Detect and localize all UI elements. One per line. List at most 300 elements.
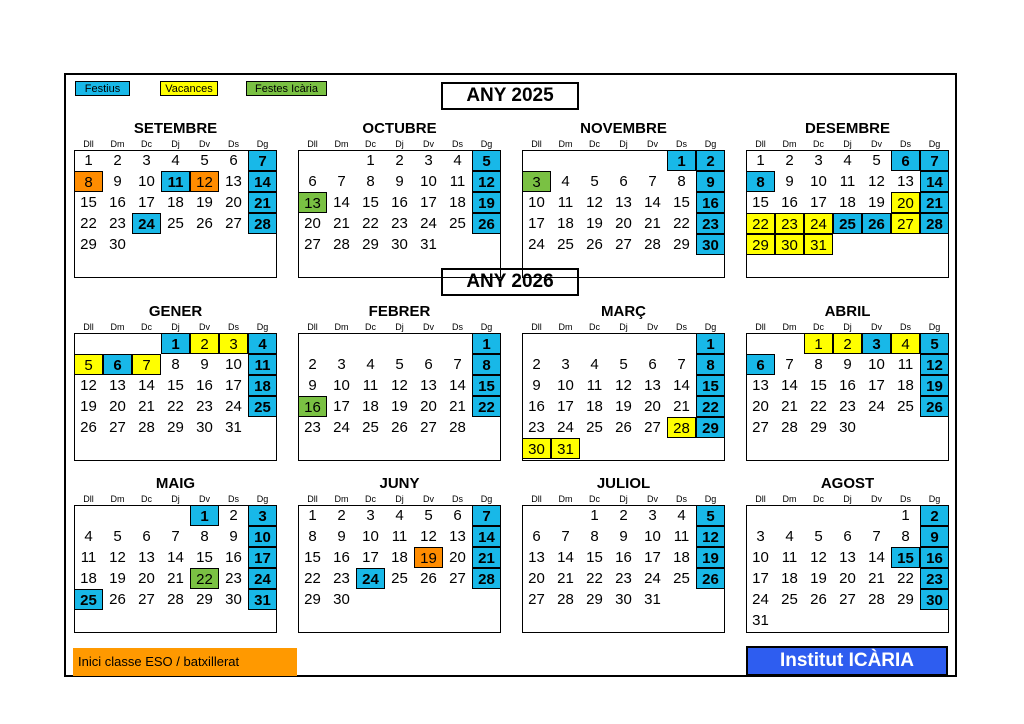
day-cell: 31 [752,612,769,629]
day-cell: 20 [225,194,242,211]
start-classes-note: Inici classe ESO / batxillerat [73,648,297,676]
day-cell: 30 [333,591,350,608]
day-cell: 28 [920,213,949,234]
weekday-header [746,493,949,505]
day-cell: 4 [677,507,686,524]
day-cell: 23 [528,419,545,436]
day-cell: 10 [138,173,155,190]
day-cell: 19 [109,570,126,587]
day-cell: 31 [248,589,277,610]
weekday-header [746,321,949,333]
day-cell: 7 [453,356,462,373]
day-cell: 21 [449,398,466,415]
day-cell: 18 [167,194,184,211]
day-cell: 8 [74,171,103,192]
day-cell: 23 [391,215,408,232]
day-cell: 16 [920,547,949,568]
day-cell: 27 [615,236,632,253]
day-cell: 12 [420,528,437,545]
day-cell: 18 [839,194,856,211]
day-cell: 12 [391,377,408,394]
day-cell: 2 [113,152,122,169]
day-cell: 27 [752,419,769,436]
month-grid [522,333,725,461]
weekday-label: Dv [423,322,434,332]
day-cell: 20 [528,570,545,587]
day-cell: 20 [615,215,632,232]
weekday-label: Dc [813,139,824,149]
month-grid [522,150,725,278]
day-cell: 5 [472,150,501,171]
weekday-label: Dv [647,494,658,504]
day-cell: 2 [833,333,862,354]
day-cell: 15 [891,547,920,568]
day-cell: 22 [673,215,690,232]
day-cell: 30 [775,234,804,255]
weekday-label: Dm [782,494,797,504]
day-cell: 26 [80,419,97,436]
weekday-label: Ds [676,139,687,149]
weekday-label: Dll [307,322,318,332]
day-cell: 10 [868,356,885,373]
day-cell: 25 [248,396,277,417]
day-cell: 28 [333,236,350,253]
day-cell: 23 [196,398,213,415]
weekday-label: Dc [365,322,376,332]
day-cell: 16 [839,377,856,394]
weekday-label: Dj [843,139,852,149]
weekday-label: Ds [452,494,463,504]
day-cell: 20 [752,398,769,415]
weekday-label: Dg [928,494,941,504]
month-grid [746,150,949,278]
day-cell: 19 [810,570,827,587]
weekday-label: Dg [256,494,269,504]
day-cell: 10 [557,377,574,394]
day-cell: 17 [248,547,277,568]
day-cell: 24 [868,398,885,415]
weekday-label: Dg [704,322,717,332]
day-cell: 25 [362,419,379,436]
day-cell: 13 [752,377,769,394]
day-cell: 5 [113,528,122,545]
day-cell: 10 [528,194,545,211]
day-cell: 4 [171,152,180,169]
day-cell: 19 [615,398,632,415]
day-cell: 7 [785,356,794,373]
day-cell: 6 [746,354,775,375]
day-cell: 14 [868,549,885,566]
day-cell: 9 [308,377,317,394]
month-grid [298,150,501,278]
day-cell: 2 [619,507,628,524]
weekday-header [74,493,277,505]
weekday-label: Dg [256,139,269,149]
day-cell: 30 [225,591,242,608]
day-cell: 22 [190,568,219,589]
weekday-label: Ds [228,494,239,504]
weekday-label: Dj [395,139,404,149]
day-cell: 12 [109,549,126,566]
day-cell: 25 [391,570,408,587]
weekday-label: Dm [782,322,797,332]
day-cell: 24 [132,213,161,234]
day-cell: 11 [557,194,574,211]
weekday-label: Dv [423,139,434,149]
day-cell: 28 [644,236,661,253]
weekday-label: Ds [676,322,687,332]
day-cell: 27 [528,591,545,608]
day-cell: 5 [696,505,725,526]
day-cell: 27 [449,570,466,587]
weekday-label: Dg [928,322,941,332]
day-cell: 10 [644,528,661,545]
day-cell: 24 [248,568,277,589]
day-cell: 11 [449,173,466,190]
month-name: DESEMBRE [804,120,890,137]
day-cell: 7 [337,173,346,190]
day-cell: 5 [920,333,949,354]
day-cell: 14 [248,171,277,192]
day-cell: 11 [248,354,277,375]
day-cell: 3 [142,152,151,169]
day-cell: 14 [673,377,690,394]
weekday-header [522,321,725,333]
weekday-label: Dll [83,322,94,332]
day-cell: 25 [449,215,466,232]
day-cell: 29 [196,591,213,608]
day-cell: 11 [362,377,379,394]
day-cell: 25 [167,215,184,232]
day-cell: 31 [420,236,437,253]
month-name: JULIOL [596,475,651,492]
weekday-label: Dll [755,139,766,149]
day-cell: 18 [248,375,277,396]
year-2026-title: ANY 2026 [441,268,579,296]
school-name: Institut ICÀRIA [746,646,948,676]
day-cell: 23 [333,570,350,587]
day-cell: 30 [391,236,408,253]
day-cell: 11 [839,173,856,190]
weekday-label: Dm [110,139,125,149]
day-cell: 15 [752,194,769,211]
day-cell: 14 [557,549,574,566]
day-cell: 3 [561,356,570,373]
day-cell: 3 [337,356,346,373]
weekday-label: Ds [900,322,911,332]
weekday-label: Ds [676,494,687,504]
year-2025-title: ANY 2025 [441,82,579,110]
weekday-label: Dc [141,139,152,149]
day-cell: 10 [333,377,350,394]
weekday-label: Dj [619,322,628,332]
day-cell: 30 [696,234,725,255]
day-cell: 15 [586,549,603,566]
day-cell: 25 [586,419,603,436]
day-cell: 22 [897,570,914,587]
weekday-label: Ds [900,139,911,149]
weekday-label: Dc [589,139,600,149]
day-cell: 14 [781,377,798,394]
day-cell: 28 [449,419,466,436]
month-grid [522,505,725,633]
day-cell: 28 [557,591,574,608]
day-cell: 24 [225,398,242,415]
day-cell: 17 [420,194,437,211]
day-cell: 5 [74,354,103,375]
day-cell: 19 [920,375,949,396]
day-cell: 2 [229,507,238,524]
day-cell: 1 [161,333,190,354]
weekday-label: Dm [558,494,573,504]
day-cell: 6 [619,173,628,190]
day-cell: 7 [920,150,949,171]
day-cell: 20 [304,215,321,232]
day-cell: 28 [781,419,798,436]
day-cell: 15 [304,549,321,566]
day-cell: 17 [810,194,827,211]
day-cell: 16 [528,398,545,415]
weekday-label: Dll [531,322,542,332]
day-cell: 17 [138,194,155,211]
day-cell: 8 [746,171,775,192]
weekday-label: Dll [755,494,766,504]
day-cell: 6 [891,150,920,171]
day-cell: 17 [868,377,885,394]
day-cell: 17 [557,398,574,415]
day-cell: 12 [472,171,501,192]
day-cell: 3 [814,152,823,169]
weekday-header [522,138,725,150]
day-cell: 31 [804,234,833,255]
weekday-label: Dj [171,494,180,504]
day-cell: 13 [644,377,661,394]
day-cell: 10 [420,173,437,190]
day-cell: 29 [362,236,379,253]
day-cell: 22 [696,396,725,417]
weekday-header [746,138,949,150]
day-cell: 21 [920,192,949,213]
day-cell: 30 [196,419,213,436]
day-cell: 3 [756,528,765,545]
day-cell: 4 [248,333,277,354]
day-cell: 20 [420,398,437,415]
month-name: AGOST [820,475,875,492]
day-cell: 19 [472,192,501,213]
day-cell: 11 [586,377,603,394]
day-cell: 3 [862,333,891,354]
day-cell: 18 [781,570,798,587]
day-cell: 1 [667,150,696,171]
day-cell: 18 [391,549,408,566]
day-cell: 26 [196,215,213,232]
day-cell: 27 [891,213,920,234]
weekday-label: Dv [647,139,658,149]
day-cell: 16 [615,549,632,566]
day-cell: 24 [752,591,769,608]
weekday-label: Dc [141,494,152,504]
day-cell: 21 [781,398,798,415]
day-cell: 4 [84,528,93,545]
month-name: MAIG [155,475,196,492]
month-grid [74,333,277,461]
day-cell: 8 [696,354,725,375]
day-cell: 3 [522,171,551,192]
weekday-label: Ds [228,322,239,332]
day-cell: 28 [248,213,277,234]
day-cell: 21 [673,398,690,415]
day-cell: 18 [80,570,97,587]
day-cell: 17 [528,215,545,232]
month-grid [74,505,277,633]
day-cell: 6 [142,528,151,545]
day-cell: 7 [677,356,686,373]
day-cell: 8 [308,528,317,545]
day-cell: 10 [248,526,277,547]
day-cell: 27 [644,419,661,436]
day-cell: 1 [590,507,599,524]
weekday-label: Dv [871,322,882,332]
month-name: JUNY [379,475,420,492]
day-cell: 4 [891,333,920,354]
weekday-label: Dm [558,139,573,149]
day-cell: 21 [644,215,661,232]
day-cell: 8 [677,173,686,190]
day-cell: 9 [696,171,725,192]
day-cell: 14 [449,377,466,394]
day-cell: 15 [810,377,827,394]
day-cell: 26 [920,396,949,417]
day-cell: 19 [696,547,725,568]
day-cell: 27 [225,215,242,232]
day-cell: 14 [472,526,501,547]
legend-festes-icaria: Festes Icària [246,81,327,96]
weekday-label: Dg [704,139,717,149]
day-cell: 14 [138,377,155,394]
month-grid [298,505,501,633]
day-cell: 9 [619,528,628,545]
day-cell: 23 [225,570,242,587]
weekday-label: Ds [452,139,463,149]
day-cell: 21 [167,570,184,587]
day-cell: 1 [696,333,725,354]
day-cell: 26 [109,591,126,608]
day-cell: 9 [395,173,404,190]
month-name: MARÇ [601,303,646,320]
day-cell: 7 [648,173,657,190]
day-cell: 9 [920,526,949,547]
day-cell: 4 [453,152,462,169]
day-cell: 26 [696,568,725,589]
day-cell: 4 [395,507,404,524]
day-cell: 24 [557,419,574,436]
month-name: NOVEMBRE [580,120,667,137]
day-cell: 11 [897,356,914,373]
day-cell: 28 [868,591,885,608]
day-cell: 11 [673,528,690,545]
day-cell: 22 [362,215,379,232]
day-cell: 13 [298,192,327,213]
weekday-label: Dg [256,322,269,332]
day-cell: 12 [80,377,97,394]
weekday-label: Ds [900,494,911,504]
day-cell: 7 [472,505,501,526]
day-cell: 24 [644,570,661,587]
day-cell: 31 [225,419,242,436]
day-cell: 17 [752,570,769,587]
weekday-label: Dc [813,494,824,504]
day-cell: 7 [171,528,180,545]
weekday-label: Dg [704,494,717,504]
day-cell: 24 [528,236,545,253]
day-cell: 3 [648,507,657,524]
day-cell: 20 [839,570,856,587]
day-cell: 17 [225,377,242,394]
day-cell: 22 [472,396,501,417]
day-cell: 16 [109,194,126,211]
day-cell: 16 [391,194,408,211]
day-cell: 15 [696,375,725,396]
weekday-label: Dj [395,494,404,504]
day-cell: 14 [644,194,661,211]
day-cell: 28 [167,591,184,608]
day-cell: 9 [229,528,238,545]
day-cell: 24 [420,215,437,232]
day-cell: 15 [472,375,501,396]
day-cell: 8 [814,356,823,373]
day-cell: 9 [337,528,346,545]
weekday-label: Dll [755,322,766,332]
month-name: SETEMBRE [133,120,218,137]
day-cell: 13 [528,549,545,566]
weekday-label: Dj [619,139,628,149]
day-cell: 1 [308,507,317,524]
day-cell: 29 [746,234,775,255]
day-cell: 22 [586,570,603,587]
weekday-label: Dll [531,494,542,504]
weekday-label: Dv [199,139,210,149]
day-cell: 2 [337,507,346,524]
day-cell: 1 [756,152,765,169]
day-cell: 17 [333,398,350,415]
weekday-header [74,138,277,150]
weekday-label: Ds [452,322,463,332]
day-cell: 8 [901,528,910,545]
day-cell: 26 [420,570,437,587]
day-cell: 8 [590,528,599,545]
day-cell: 5 [619,356,628,373]
weekday-label: Dll [307,494,318,504]
day-cell: 26 [472,213,501,234]
day-cell: 24 [356,568,385,589]
day-cell: 3 [219,333,248,354]
weekday-label: Dj [171,139,180,149]
day-cell: 10 [752,549,769,566]
day-cell: 4 [561,173,570,190]
day-cell: 2 [920,505,949,526]
weekday-header [522,493,725,505]
weekday-label: Dj [843,322,852,332]
day-cell: 15 [196,549,213,566]
weekday-label: Dll [531,139,542,149]
day-cell: 25 [833,213,862,234]
day-cell: 7 [872,528,881,545]
day-cell: 7 [132,354,161,375]
day-cell: 27 [304,236,321,253]
day-cell: 24 [333,419,350,436]
day-cell: 8 [200,528,209,545]
day-cell: 10 [362,528,379,545]
